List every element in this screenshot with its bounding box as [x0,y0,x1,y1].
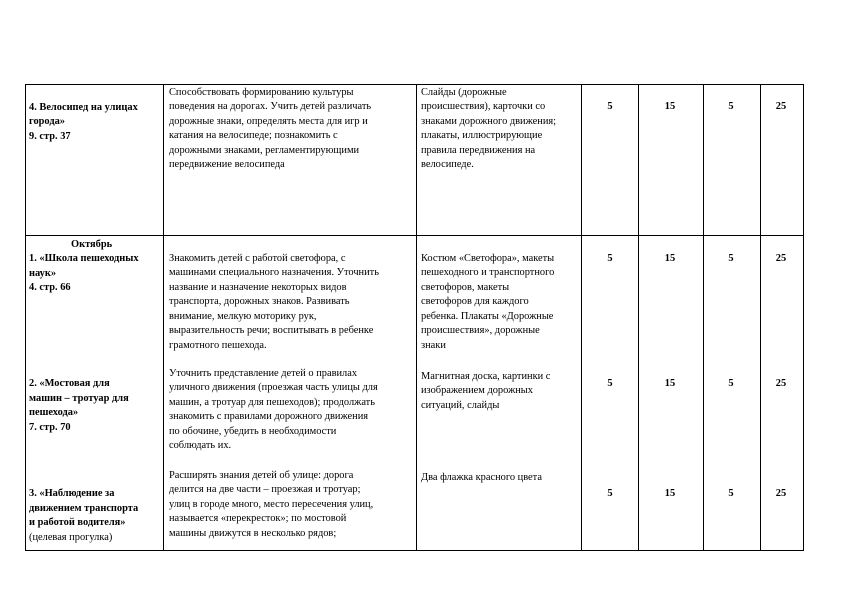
content-line: дорожные знаки, определять места для игр и [169,116,368,127]
topic-line: 4. стр. 66 [29,282,71,293]
topic-line: и работой водителя» [29,517,126,528]
table-top-border [25,84,804,85]
topic-line: 7. стр. 70 [29,422,71,433]
column-divider [163,84,164,551]
content-line: выразительность речи; воспитывать в ребенке [169,325,374,336]
hours-value: 5 [607,101,613,112]
topic-line: пешехода» [29,407,79,418]
materials-line: Магнитная доска, картинки с [421,371,551,382]
hours-value: 5 [728,378,734,389]
hours-value: 25 [775,101,787,112]
materials-line: Костюм «Светофора», макеты [421,253,555,264]
month-heading: Октябрь [71,239,113,250]
materials-line: ситуаций, слайды [421,400,500,411]
materials-line: светофоров, макеты [421,282,510,293]
content-line: внимание, мелкую моторику рук, [169,311,317,322]
content-line: транспорта, дорожных знаков. Развивать [169,296,350,307]
content-line: машины движутся в несколько рядов; [169,528,337,539]
materials-line: Слайды (дорожные [421,87,507,98]
materials-line: изображением дорожных [421,385,533,396]
hours-value: 25 [775,378,787,389]
hours-value: 25 [775,488,787,499]
content-line: Уточнить представление детей о правилах [169,368,358,379]
topic-line: 1. «Школа пешеходных [29,253,139,264]
content-line: Расширять знания детей об улице: дорога [169,470,354,481]
hours-value: 15 [664,488,676,499]
content-line: знакомить с правилами дорожного движения [169,411,369,422]
materials-line: пешеходного и транспортного [421,267,555,278]
topic-line: 9. стр. 37 [29,131,71,142]
column-divider [416,84,417,551]
content-line: дорожными знаками, регламентирующими [169,145,360,156]
topic-line: 4. Велосипед на улицах [29,102,138,113]
hours-value: 5 [607,253,613,264]
content-line: уличного движения (проезжая часть улицы для [169,382,378,393]
column-divider [581,84,582,551]
topic-line: 3. «Наблюдение за [29,488,115,499]
table-right-border [803,84,804,551]
row-divider [25,235,804,236]
materials-line: плакаты, иллюстрирующие [421,130,543,141]
content-line: катания на велосипеде; познакомить с [169,130,338,141]
content-line: делится на две части – проезжая и тротуар; [169,484,361,495]
hours-value: 5 [607,378,613,389]
content-line: Способствовать формированию культуры [169,87,354,98]
materials-line: знаками дорожного движения; [421,116,557,127]
materials-line: Два флажка красного цвета [421,472,542,483]
hours-value: 15 [664,378,676,389]
hours-value: 5 [728,101,734,112]
content-line: соблюдать их. [169,440,232,451]
column-divider [638,84,639,551]
table-left-border [25,84,26,551]
materials-line: знаки [421,340,446,351]
column-divider [703,84,704,551]
content-line: улиц в городе много, место пересечения улиц, [169,499,374,510]
topic-line: наук» [29,268,57,279]
materials-line: велосипеде. [421,159,474,170]
content-line: Знакомить детей с работой светофора, с [169,253,346,264]
content-line: название и назначение некоторых видов [169,282,347,293]
materials-line: происшествия», дорожные [421,325,540,336]
hours-value: 5 [728,488,734,499]
topic-line: 2. «Мостовая для [29,378,110,389]
content-line: грамотного пешехода. [169,340,267,351]
topic-note: (целевая прогулка) [29,532,113,543]
lesson-plan-table [25,84,804,551]
materials-line: происшествия), карточки со [421,101,546,112]
hours-value: 5 [607,488,613,499]
table-bottom-border [25,550,804,551]
content-line: называется «перекресток»; по мостовой [169,513,347,524]
topic-line: машин – тротуар для [29,393,129,404]
column-divider [760,84,761,551]
topic-line: города» [29,116,65,127]
hours-value: 15 [664,253,676,264]
hours-value: 15 [664,101,676,112]
materials-line: правила передвижения на [421,145,536,156]
content-line: передвижение велосипеда [169,159,285,170]
content-line: по обочине, убедить в необходимости [169,426,337,437]
topic-line: движением транспорта [29,503,139,514]
content-line: машинами специального назначения. Уточнить [169,267,379,278]
content-line: поведения на дорогах. Учить детей различать [169,101,372,112]
hours-value: 25 [775,253,787,264]
materials-line: ребенка. Плакаты «Дорожные [421,311,554,322]
hours-value: 5 [728,253,734,264]
materials-line: светофоров для каждого [421,296,529,307]
content-line: машин, а тротуар для пешеходов); продолжать [169,397,375,408]
